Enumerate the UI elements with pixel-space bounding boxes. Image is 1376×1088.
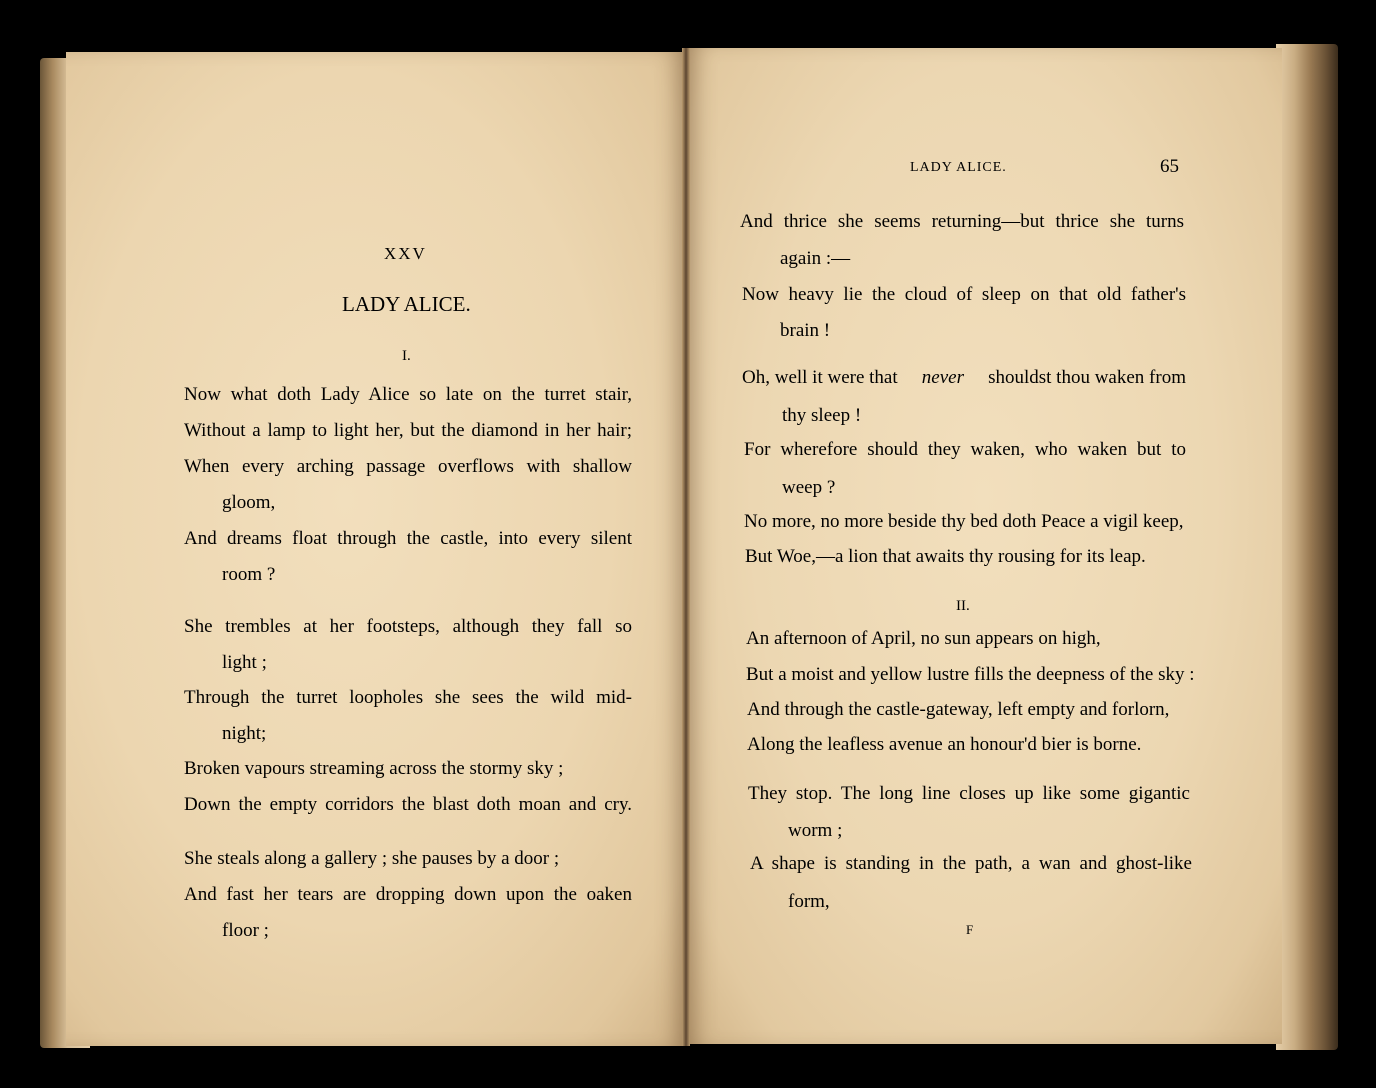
poem-line: She trembles at her footsteps, although they fall so: [184, 616, 632, 637]
poem-line: Down the empty corridors the blast doth moan and cry.: [184, 794, 632, 815]
poem-line: And thrice she seems returning—but thrice she turns: [740, 211, 1184, 232]
poem-line: Now what doth Lady Alice so late on the turret stair,: [184, 384, 632, 405]
signature-mark: F: [966, 922, 974, 937]
poem-line: No more, no more beside thy bed doth Peace a vigil keep,: [744, 511, 1184, 532]
poem-line: form,: [788, 891, 830, 912]
poem-line: Now heavy lie the cloud of sleep on that old father's: [742, 284, 1186, 305]
poem-line: thy sleep !: [782, 405, 862, 426]
poem-line-with-italic: [742, 367, 1186, 389]
section-number-1: I.: [402, 348, 411, 364]
chapter-title: LADY ALICE.: [342, 292, 471, 316]
line-text-before: Oh, well it were that: [742, 367, 898, 388]
right-page-edges: [1276, 44, 1338, 1050]
poem-line: worm ;: [788, 820, 843, 841]
poem-line: And fast her tears are dropping down upon the oaken: [184, 884, 632, 905]
poem-line: But Woe,—a lion that awaits thy rousing for its leap.: [745, 546, 1146, 567]
poem-line: weep ?: [782, 477, 836, 498]
poem-line: floor ;: [222, 920, 269, 941]
poem-line: Broken vapours streaming across the stormy sky ;: [184, 758, 564, 779]
book-gutter: [682, 48, 690, 1046]
poem-line: Without a lamp to light her, but the diamond in her hair;: [184, 420, 632, 441]
poem-line: gloom,: [222, 492, 276, 513]
poem-line: And through the castle-gateway, left empty and forlorn,: [747, 699, 1170, 720]
running-head: LADY ALICE.: [910, 160, 1007, 175]
chapter-number: XXV: [384, 244, 427, 263]
poem-line: room ?: [222, 564, 276, 585]
poem-line: A shape is standing in the path, a wan and ghost-like: [750, 853, 1192, 874]
line-text-after: shouldst thou waken from: [988, 367, 1186, 388]
section-number-2: II.: [956, 598, 970, 614]
poem-line: For wherefore should they waken, who waken but to: [744, 439, 1186, 460]
poem-line: brain !: [780, 320, 831, 341]
poem-line: When every arching passage overflows with shallow: [184, 456, 632, 477]
poem-line: light ;: [222, 652, 267, 673]
poem-line: night;: [222, 723, 267, 744]
italic-word: never: [921, 367, 964, 388]
poem-line: Along the leafless avenue an honour'd bier is borne.: [747, 734, 1142, 755]
poem-line: An afternoon of April, no sun appears on high,: [746, 628, 1101, 649]
page-number: 65: [1160, 156, 1179, 177]
poem-line: She steals along a gallery ; she pauses by a door ;: [184, 848, 560, 869]
poem-line: But a moist and yellow lustre fills the deepness of the sky :: [746, 664, 1195, 685]
poem-line: again :—: [780, 248, 851, 269]
poem-line: They stop. The long line closes up like some gigantic: [748, 783, 1190, 804]
poem-line: Through the turret loopholes she sees the wild mid-: [184, 687, 632, 708]
poem-line: And dreams float through the castle, into every silent: [184, 528, 632, 549]
